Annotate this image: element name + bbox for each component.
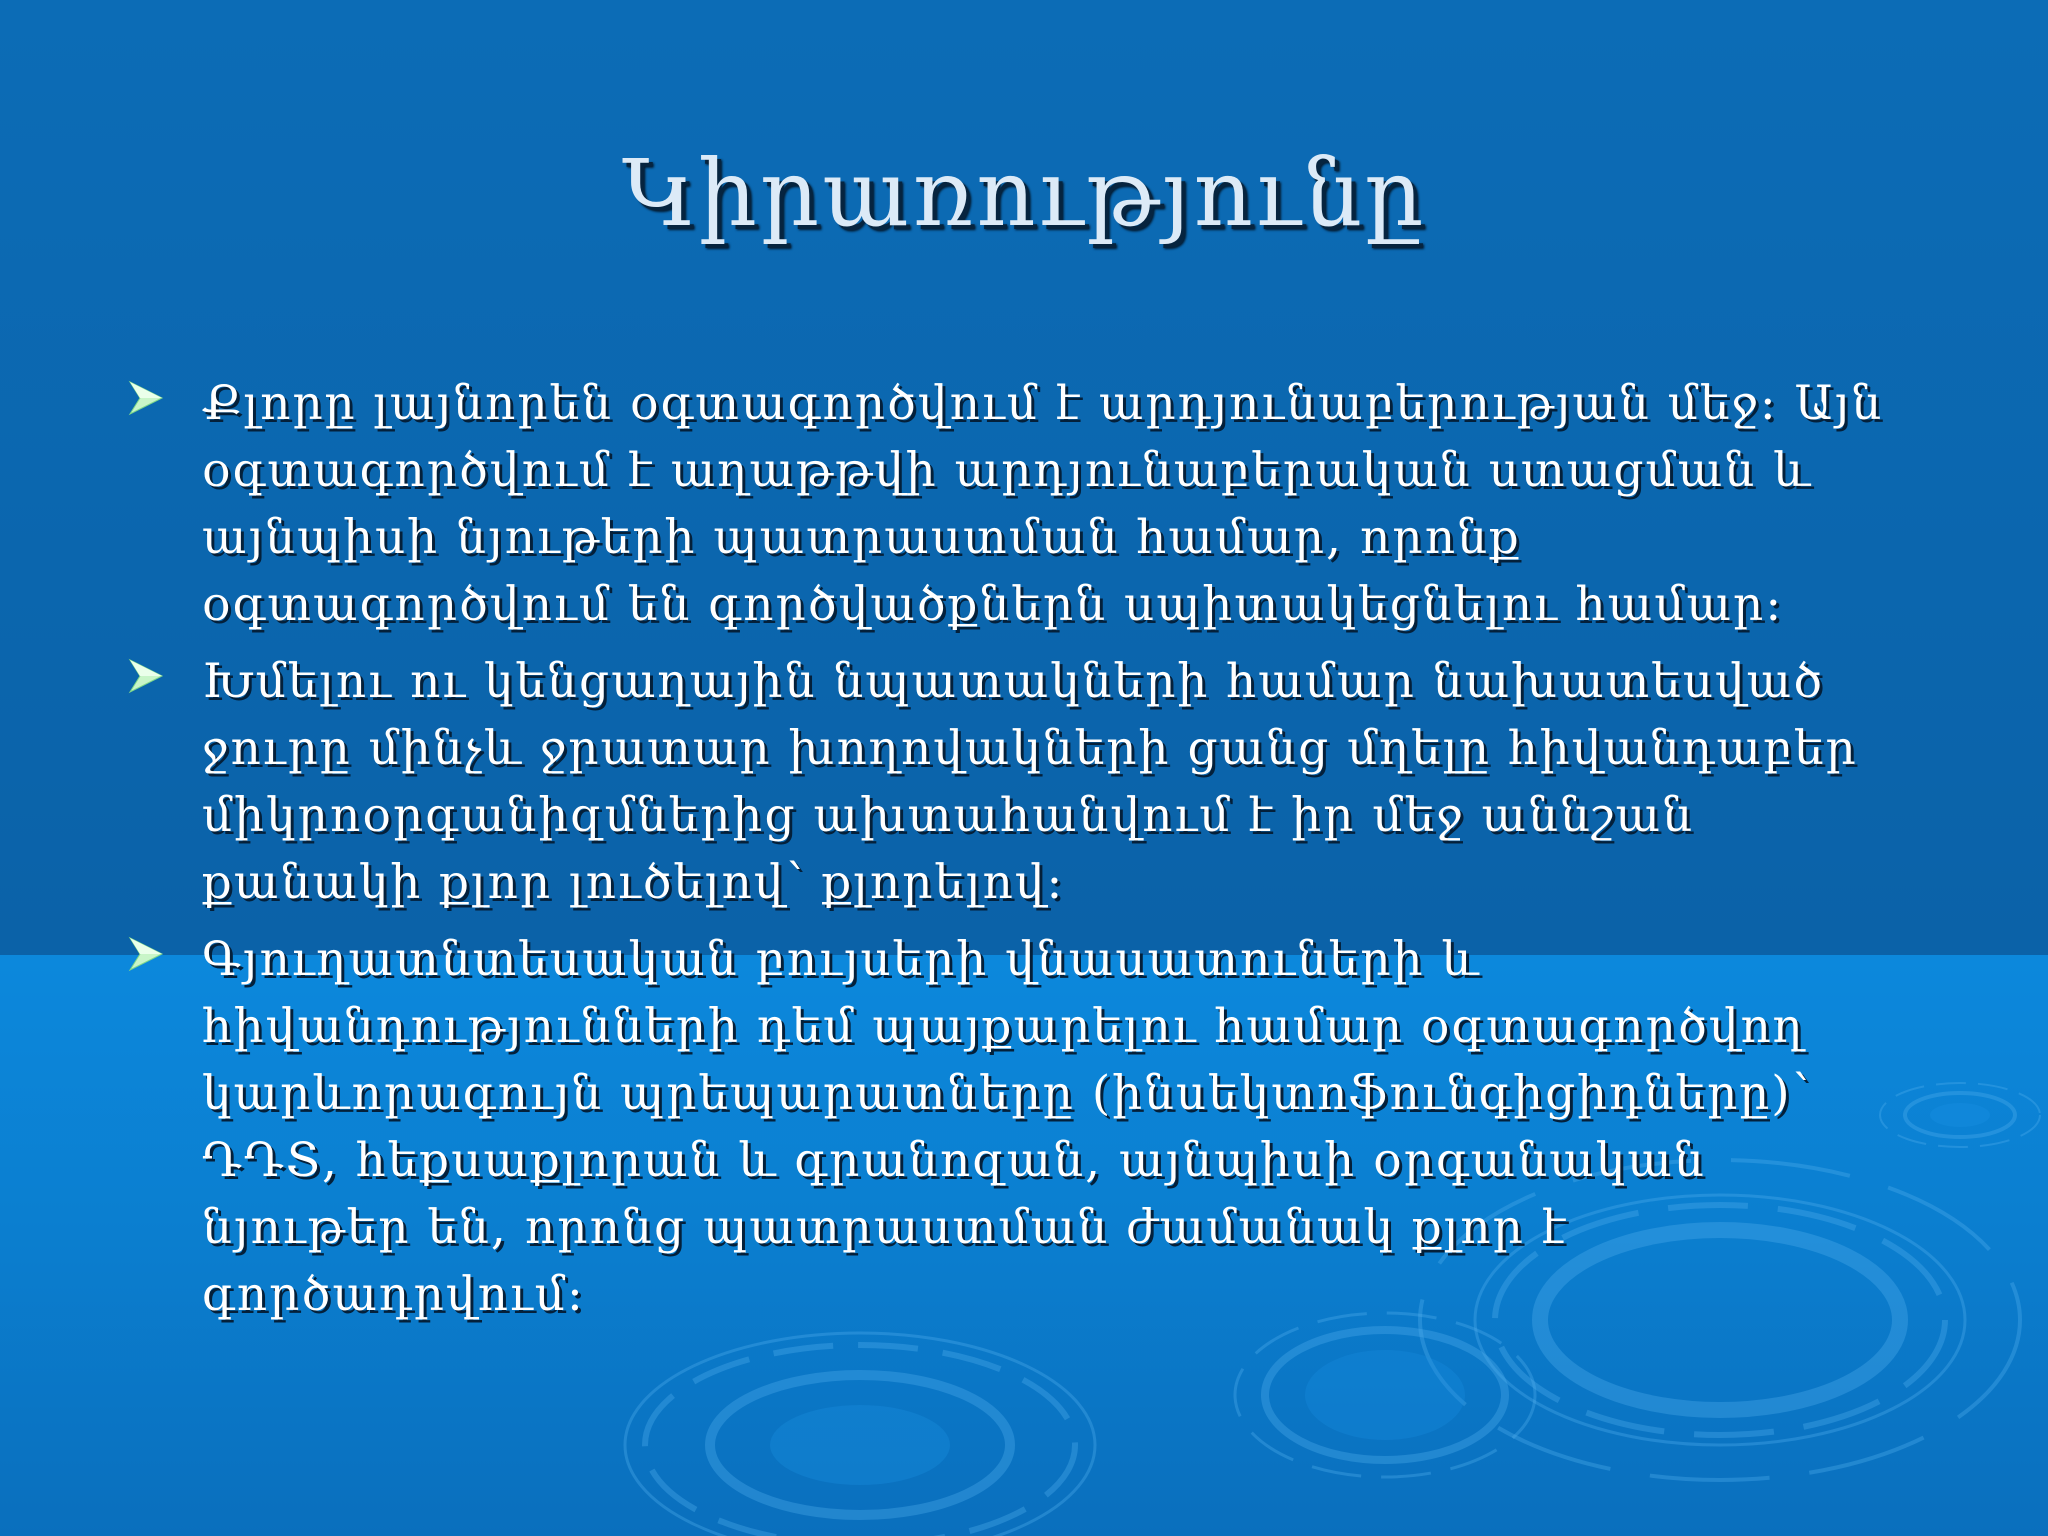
slide-title: Կիրառությունը <box>621 140 1427 247</box>
bullet-list <box>120 370 1920 1338</box>
bullet-text-3: Գյուղատնտեսական բույսերի վնասատուների և հիվանդությունների դեմ պայքարելու համար օգտագործվող կարևորագույն պրեպարատները (ինսեկտոֆունգիցիդները)՝ ԴԴՏ, հեքսաքլորան և գրանոզան, այնպիսի օրգանական նյութեր են, որոնց պատրաստման ժամանակ քլոր է գործադրվում: <box>202 932 1811 1322</box>
arrow-bullet-icon <box>128 380 164 416</box>
bullet-item-3 <box>120 926 1920 1328</box>
bullet-item-2 <box>120 648 1920 916</box>
bullet-text-1: Քլորը լայնորեն օգտագործվում է արդյունաբերության մեջ: Այն օգտագործվում է աղաթթվի արդյունաբերական ստացման և այնպիսի նյութերի պատրաստման համար, որոնք օգտագործվում են գործվածքներն սպիտակեցնելու համար: <box>202 376 1884 632</box>
bullet-item-1 <box>120 370 1920 638</box>
bullet-text-2: Խմելու ու կենցաղային նպատակների համար նախատեսված ջուրը մինչև ջրատար խողովակների ցանց մղելը հիվանդաբեր միկրոօրգանիզմներից ախտահանվում է իր մեջ աննշան քանակի քլոր լուծելով՝ քլորելով: <box>202 654 1858 910</box>
arrow-bullet-icon <box>128 658 164 694</box>
arrow-bullet-icon <box>128 936 164 972</box>
